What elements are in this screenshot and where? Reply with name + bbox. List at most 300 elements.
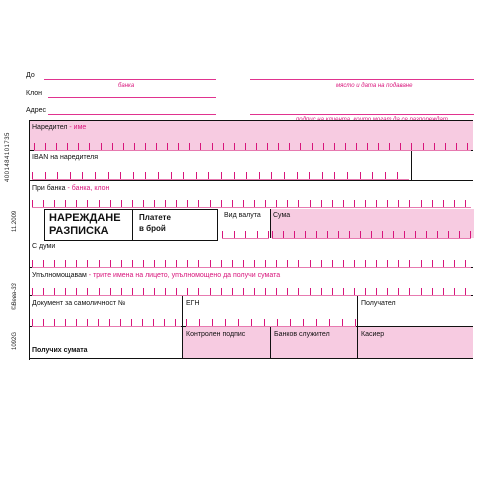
- tick-mark: [423, 143, 424, 150]
- egn-label: ЕГН: [186, 300, 200, 307]
- tick-mark: [76, 319, 77, 326]
- tick-mark: [232, 260, 233, 267]
- tick-mark: [387, 260, 388, 267]
- tick-mark: [143, 288, 144, 295]
- tick-mark: [65, 260, 66, 267]
- tick-mark: [198, 288, 199, 295]
- tick-mark: [65, 200, 66, 207]
- tick-mark: [65, 319, 66, 326]
- tick-mark: [332, 260, 333, 267]
- tick-mark: [95, 172, 96, 179]
- tick-mark: [409, 260, 410, 267]
- tick-mark: [221, 200, 222, 207]
- tick-baseline: [34, 150, 471, 151]
- tick-mark: [470, 231, 471, 238]
- tick-mark: [448, 231, 449, 238]
- tick-mark: [459, 231, 460, 238]
- vid-valuta-label: Вид валута: [224, 212, 261, 219]
- tick-mark: [32, 200, 33, 207]
- tick-mark: [376, 200, 377, 207]
- tick-mark: [287, 288, 288, 295]
- tick-mark: [54, 200, 55, 207]
- tick-mark: [76, 288, 77, 295]
- tick-mark: [208, 172, 209, 179]
- upalnomoshtavam-field[interactable]: [29, 268, 473, 295]
- tick-mark: [360, 172, 361, 179]
- tick-mark: [67, 143, 68, 150]
- tick-mark: [393, 231, 394, 238]
- tick-mark: [99, 288, 100, 295]
- tick-mark: [221, 260, 222, 267]
- tick-mark: [153, 319, 154, 326]
- tick-baseline: [32, 295, 471, 296]
- bankov-field[interactable]: [271, 327, 358, 358]
- tick-mark: [327, 231, 328, 238]
- tick-mark: [343, 260, 344, 267]
- tick-mark: [264, 319, 265, 326]
- tick-mark: [87, 319, 88, 326]
- tick-mark: [276, 260, 277, 267]
- tick-mark: [156, 143, 157, 150]
- tick-mark: [176, 260, 177, 267]
- tick-mark: [133, 172, 134, 179]
- bankov-label: Банков служител: [274, 331, 330, 338]
- tick-mark: [120, 319, 121, 326]
- tick-mark: [222, 231, 223, 238]
- klon-label: Клон: [26, 90, 42, 97]
- platete-box: [132, 209, 218, 241]
- tick-mark: [443, 260, 444, 267]
- tick-mark: [234, 143, 235, 150]
- tick-mark: [245, 231, 246, 238]
- tick-mark: [445, 143, 446, 150]
- tick-mark: [332, 288, 333, 295]
- tick-mark: [372, 172, 373, 179]
- tick-mark: [120, 172, 121, 179]
- tick-mark: [345, 143, 346, 150]
- tick-baseline: [186, 326, 356, 327]
- tick-mark: [287, 260, 288, 267]
- signature-line[interactable]: [250, 114, 474, 115]
- tick-mark: [365, 260, 366, 267]
- tick-mark: [298, 260, 299, 267]
- tick-mark: [289, 143, 290, 150]
- klon-line[interactable]: [48, 97, 216, 98]
- tick-mark: [232, 288, 233, 295]
- tick-mark: [89, 143, 90, 150]
- tick-mark: [87, 288, 88, 295]
- tick-mark: [158, 172, 159, 179]
- tick-mark: [110, 260, 111, 267]
- tick-mark: [121, 260, 122, 267]
- tick-mark: [290, 319, 291, 326]
- tick-mark: [56, 143, 57, 150]
- tick-mark: [354, 200, 355, 207]
- tick-mark: [268, 231, 269, 238]
- tick-mark: [99, 260, 100, 267]
- tick-baseline: [32, 267, 471, 268]
- tick-mark: [316, 231, 317, 238]
- tick-mark: [165, 260, 166, 267]
- tick-mark: [322, 172, 323, 179]
- tick-mark: [276, 288, 277, 295]
- adres-line[interactable]: [48, 114, 216, 115]
- tick-mark: [409, 200, 410, 207]
- bank-hint: банка: [118, 83, 135, 89]
- side-brand: ©Вева-33: [12, 283, 18, 310]
- tick-mark: [178, 143, 179, 150]
- tick-mark: [243, 200, 244, 207]
- tick-mark: [321, 260, 322, 267]
- tick-mark: [329, 319, 330, 326]
- tick-mark: [398, 288, 399, 295]
- tick-mark: [45, 172, 46, 179]
- tick-mark: [334, 143, 335, 150]
- tick-mark: [404, 231, 405, 238]
- tick-mark: [246, 172, 247, 179]
- tick-mark: [354, 288, 355, 295]
- serial-barcode-text: 4001484101735: [5, 132, 11, 182]
- suma-field[interactable]: [270, 209, 474, 238]
- tick-mark: [112, 143, 113, 150]
- kasier-label: Касиер: [361, 331, 385, 338]
- naroditel-field[interactable]: [30, 121, 473, 150]
- title-line1: НАРЕЖДАНЕ: [49, 212, 121, 224]
- tick-mark: [421, 260, 422, 267]
- tick-mark: [87, 260, 88, 267]
- tick-mark: [421, 288, 422, 295]
- tick-mark: [32, 172, 33, 179]
- tick-mark: [78, 143, 79, 150]
- tick-mark: [387, 200, 388, 207]
- tick-mark: [256, 143, 257, 150]
- dokument-field[interactable]: [29, 296, 183, 326]
- tick-mark: [267, 143, 268, 150]
- tick-mark: [70, 172, 71, 179]
- tick-mark: [465, 288, 466, 295]
- tick-mark: [43, 319, 44, 326]
- tick-mark: [45, 143, 46, 150]
- tick-mark: [415, 231, 416, 238]
- tick-mark: [312, 143, 313, 150]
- tick-mark: [347, 172, 348, 179]
- tick-mark: [43, 260, 44, 267]
- form-bottom-border: [29, 358, 473, 359]
- naroditel-label: Наредител: [32, 124, 68, 131]
- tick-mark: [187, 260, 188, 267]
- tick-mark: [272, 231, 273, 238]
- tick-mark: [143, 260, 144, 267]
- tick-mark: [287, 200, 288, 207]
- tick-mark: [294, 231, 295, 238]
- side-date: 11.2009: [12, 210, 18, 232]
- poluchatel-field[interactable]: [358, 296, 473, 326]
- iban-label: IBAN на наредителя: [32, 154, 99, 161]
- tick-mark: [198, 200, 199, 207]
- tick-mark: [365, 200, 366, 207]
- tick-mark: [400, 143, 401, 150]
- tick-baseline: [32, 179, 409, 180]
- tick-mark: [32, 288, 33, 295]
- tick-mark: [387, 288, 388, 295]
- tick-mark: [32, 260, 33, 267]
- tick-mark: [221, 172, 222, 179]
- tick-mark: [164, 319, 165, 326]
- tick-mark: [421, 200, 422, 207]
- tick-mark: [198, 260, 199, 267]
- tick-mark: [54, 288, 55, 295]
- tick-mark: [54, 319, 55, 326]
- tick-mark: [385, 172, 386, 179]
- kontrolen-label: Контролен подпис: [186, 331, 246, 338]
- tick-mark: [342, 319, 343, 326]
- tick-mark: [121, 200, 122, 207]
- tick-mark: [382, 231, 383, 238]
- tick-mark: [110, 288, 111, 295]
- tick-mark: [254, 260, 255, 267]
- tick-mark: [265, 260, 266, 267]
- tick-mark: [243, 288, 244, 295]
- tick-mark: [108, 172, 109, 179]
- tick-mark: [343, 288, 344, 295]
- tick-mark: [131, 319, 132, 326]
- tick-mark: [43, 200, 44, 207]
- tick-mark: [200, 143, 201, 150]
- tick-mark: [82, 172, 83, 179]
- s-dumi-label: С думи: [32, 243, 56, 250]
- tick-mark: [378, 143, 379, 150]
- tick-mark: [321, 288, 322, 295]
- place-date-hint: място и дата на подаване: [336, 83, 413, 89]
- poluchih-label: Получих сумата: [32, 347, 88, 354]
- tick-mark: [426, 231, 427, 238]
- tick-mark: [332, 200, 333, 207]
- tick-mark: [221, 288, 222, 295]
- tick-mark: [443, 200, 444, 207]
- platete-line2: в брой: [139, 224, 166, 233]
- tick-baseline: [272, 238, 471, 239]
- tick-mark: [189, 143, 190, 150]
- tick-mark: [283, 231, 284, 238]
- tick-mark: [234, 172, 235, 179]
- tick-mark: [212, 143, 213, 150]
- tick-mark: [432, 260, 433, 267]
- tick-mark: [303, 319, 304, 326]
- tick-mark: [54, 260, 55, 267]
- tick-mark: [257, 231, 258, 238]
- pri-banka-hint: - банка, клон: [65, 185, 110, 192]
- bank-line[interactable]: [44, 79, 216, 80]
- tick-mark: [356, 143, 357, 150]
- tick-mark: [376, 288, 377, 295]
- tick-mark: [145, 143, 146, 150]
- tick-mark: [109, 319, 110, 326]
- tick-mark: [434, 143, 435, 150]
- tick-mark: [99, 200, 100, 207]
- tick-mark: [199, 319, 200, 326]
- tick-mark: [271, 172, 272, 179]
- tick-mark: [343, 200, 344, 207]
- tick-mark: [245, 143, 246, 150]
- tick-mark: [284, 172, 285, 179]
- tick-mark: [465, 200, 466, 207]
- tick-mark: [316, 319, 317, 326]
- tick-mark: [389, 143, 390, 150]
- tick-mark: [165, 200, 166, 207]
- tick-mark: [454, 200, 455, 207]
- do-label: До: [26, 72, 35, 79]
- tick-baseline: [32, 326, 181, 327]
- tick-mark: [32, 319, 33, 326]
- tick-mark: [98, 319, 99, 326]
- tick-mark: [87, 200, 88, 207]
- tick-mark: [132, 200, 133, 207]
- tick-mark: [210, 260, 211, 267]
- tick-mark: [367, 143, 368, 150]
- tick-mark: [243, 260, 244, 267]
- tick-mark: [238, 319, 239, 326]
- tick-mark: [132, 260, 133, 267]
- tick-mark: [176, 288, 177, 295]
- tick-mark: [175, 319, 176, 326]
- tick-mark: [76, 200, 77, 207]
- tick-mark: [310, 260, 311, 267]
- tick-mark: [432, 288, 433, 295]
- suma-label: Сума: [273, 212, 291, 219]
- tick-mark: [411, 143, 412, 150]
- tick-mark: [334, 172, 335, 179]
- tick-mark: [76, 260, 77, 267]
- tick-mark: [165, 288, 166, 295]
- tick-mark: [183, 172, 184, 179]
- poluchih-field[interactable]: [29, 327, 183, 359]
- tick-mark: [167, 143, 168, 150]
- tick-mark: [298, 288, 299, 295]
- tick-mark: [251, 319, 252, 326]
- tick-mark: [154, 200, 155, 207]
- tick-mark: [134, 143, 135, 150]
- egn-field[interactable]: [183, 296, 358, 326]
- tick-mark: [310, 200, 311, 207]
- tick-mark: [355, 319, 356, 326]
- pri-banka-label: При банка: [32, 185, 66, 192]
- tick-mark: [65, 288, 66, 295]
- tick-mark: [110, 200, 111, 207]
- kasier-field[interactable]: [358, 327, 473, 358]
- tick-mark: [254, 288, 255, 295]
- tick-mark: [186, 319, 187, 326]
- s-dumi-field[interactable]: [29, 239, 473, 267]
- naroditel-hint: - име: [67, 124, 87, 131]
- tick-mark: [145, 172, 146, 179]
- upalnomoshtavam-hint: - трите имена на лицето, упълномощено да получи сумата: [86, 272, 281, 279]
- tick-mark: [305, 231, 306, 238]
- tick-mark: [123, 143, 124, 150]
- tick-mark: [212, 319, 213, 326]
- tick-mark: [259, 172, 260, 179]
- tick-mark: [276, 200, 277, 207]
- tick-mark: [465, 260, 466, 267]
- tick-mark: [196, 172, 197, 179]
- title-box: [44, 209, 133, 241]
- tick-mark: [187, 288, 188, 295]
- tick-mark: [454, 288, 455, 295]
- tick-mark: [265, 288, 266, 295]
- tick-mark: [187, 200, 188, 207]
- tick-mark: [456, 143, 457, 150]
- tick-mark: [277, 319, 278, 326]
- tick-mark: [171, 172, 172, 179]
- tick-mark: [34, 143, 35, 150]
- tick-mark: [432, 200, 433, 207]
- tick-mark: [398, 260, 399, 267]
- tick-mark: [223, 143, 224, 150]
- tick-mark: [278, 143, 279, 150]
- tick-mark: [176, 200, 177, 207]
- tick-mark: [154, 260, 155, 267]
- tick-mark: [154, 288, 155, 295]
- tick-mark: [321, 200, 322, 207]
- side-code: 1092G: [12, 331, 18, 350]
- tick-mark: [371, 231, 372, 238]
- tick-mark: [409, 288, 410, 295]
- tick-mark: [360, 231, 361, 238]
- kontrolen-field[interactable]: [183, 327, 271, 358]
- tick-mark: [365, 288, 366, 295]
- tick-mark: [338, 231, 339, 238]
- tick-mark: [234, 231, 235, 238]
- tick-mark: [43, 288, 44, 295]
- tick-mark: [398, 200, 399, 207]
- upalnomoshtavam-label: Упълномощавам: [32, 272, 87, 279]
- tick-mark: [310, 288, 311, 295]
- tick-baseline: [32, 207, 471, 208]
- vid-valuta-field[interactable]: [222, 209, 270, 237]
- tick-mark: [300, 143, 301, 150]
- tick-mark: [309, 172, 310, 179]
- tick-mark: [354, 260, 355, 267]
- tick-mark: [323, 143, 324, 150]
- tick-mark: [101, 143, 102, 150]
- tick-mark: [143, 200, 144, 207]
- tick-mark: [265, 200, 266, 207]
- tick-mark: [437, 231, 438, 238]
- tick-mark: [142, 319, 143, 326]
- tick-baseline: [222, 238, 269, 239]
- tick-mark: [232, 200, 233, 207]
- tick-mark: [132, 288, 133, 295]
- pri-banka-field[interactable]: [29, 181, 473, 208]
- tick-mark: [376, 260, 377, 267]
- tick-mark: [298, 200, 299, 207]
- tick-mark: [297, 172, 298, 179]
- adres-label: Адрес: [26, 107, 47, 114]
- tick-mark: [210, 288, 211, 295]
- place-date-line[interactable]: [250, 79, 474, 80]
- tick-mark: [210, 200, 211, 207]
- tick-mark: [121, 288, 122, 295]
- tick-mark: [397, 172, 398, 179]
- tick-mark: [225, 319, 226, 326]
- platete-line1: Платете: [139, 213, 171, 222]
- iban-extra-cell: [411, 150, 473, 181]
- tick-mark: [349, 231, 350, 238]
- tick-mark: [467, 143, 468, 150]
- tick-mark: [57, 172, 58, 179]
- dokument-label: Документ за самоличност №: [32, 300, 126, 307]
- poluchatel-label: Получател: [361, 300, 396, 307]
- tick-mark: [454, 260, 455, 267]
